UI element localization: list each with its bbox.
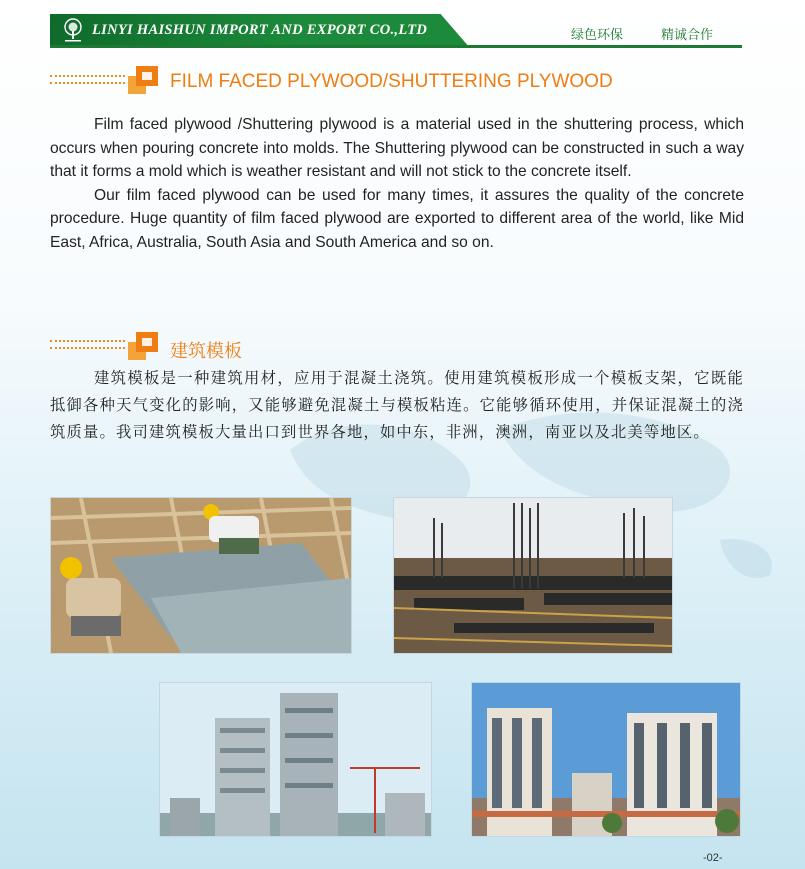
company-name: LINYI HAISHUN IMPORT AND EXPORT CO.,LTD [92, 22, 428, 38]
paragraph: Film faced plywood /Shuttering plywood is a material used in the shuttering process, which occurs when pouring concrete into molds. The Shuttering plywood can be constructed in such a way that it forms a mold which is weather resistant and will not stick to the concrete itself. [50, 116, 744, 180]
dotted-rule [50, 75, 125, 85]
section-header-en [50, 66, 650, 94]
photo-formwork-rebar-site [393, 497, 673, 654]
slogan-sincere: 精诚合作 [661, 28, 714, 43]
section-title-cn: 建筑模板 [170, 341, 242, 362]
body-text-en [50, 113, 744, 254]
orange-block-icon [128, 66, 160, 94]
photo-towers-under-construction [159, 682, 432, 837]
header-divider [50, 45, 742, 48]
slogan-green: 绿色环保 [571, 28, 624, 43]
tree-logo-icon [60, 17, 86, 45]
photo-workers-laying-plywood [50, 497, 352, 654]
page-number: -02- [703, 852, 723, 864]
dotted-rule [50, 340, 125, 350]
paragraph: Our film faced plywood can be used for many times, it assures the quality of the concrete procedure. Huge quantity of film faced plywood are exported to different area of the world, like Mid East, Africa, Australia, South Asia and South America and so on. [50, 186, 744, 251]
body-text-cn: 建筑模板是一种建筑用材，应用于混凝土浇筑。使用建筑模板形成一个模板支架，它既能抵御各种天气变化的影响，又能够避免混凝土与模板粘连。它能够循环使用，并保证混凝土的浇筑质量。我司建筑模板大量出口到世界各地，如中东，非洲，澳洲，南亚以及北美等地区。 [50, 369, 744, 441]
section-header-cn [50, 332, 350, 360]
photo-finished-high-rise [471, 682, 741, 837]
section-title-en: FILM FACED PLYWOOD/SHUTTERING PLYWOOD [170, 71, 613, 92]
orange-block-icon [128, 332, 160, 360]
